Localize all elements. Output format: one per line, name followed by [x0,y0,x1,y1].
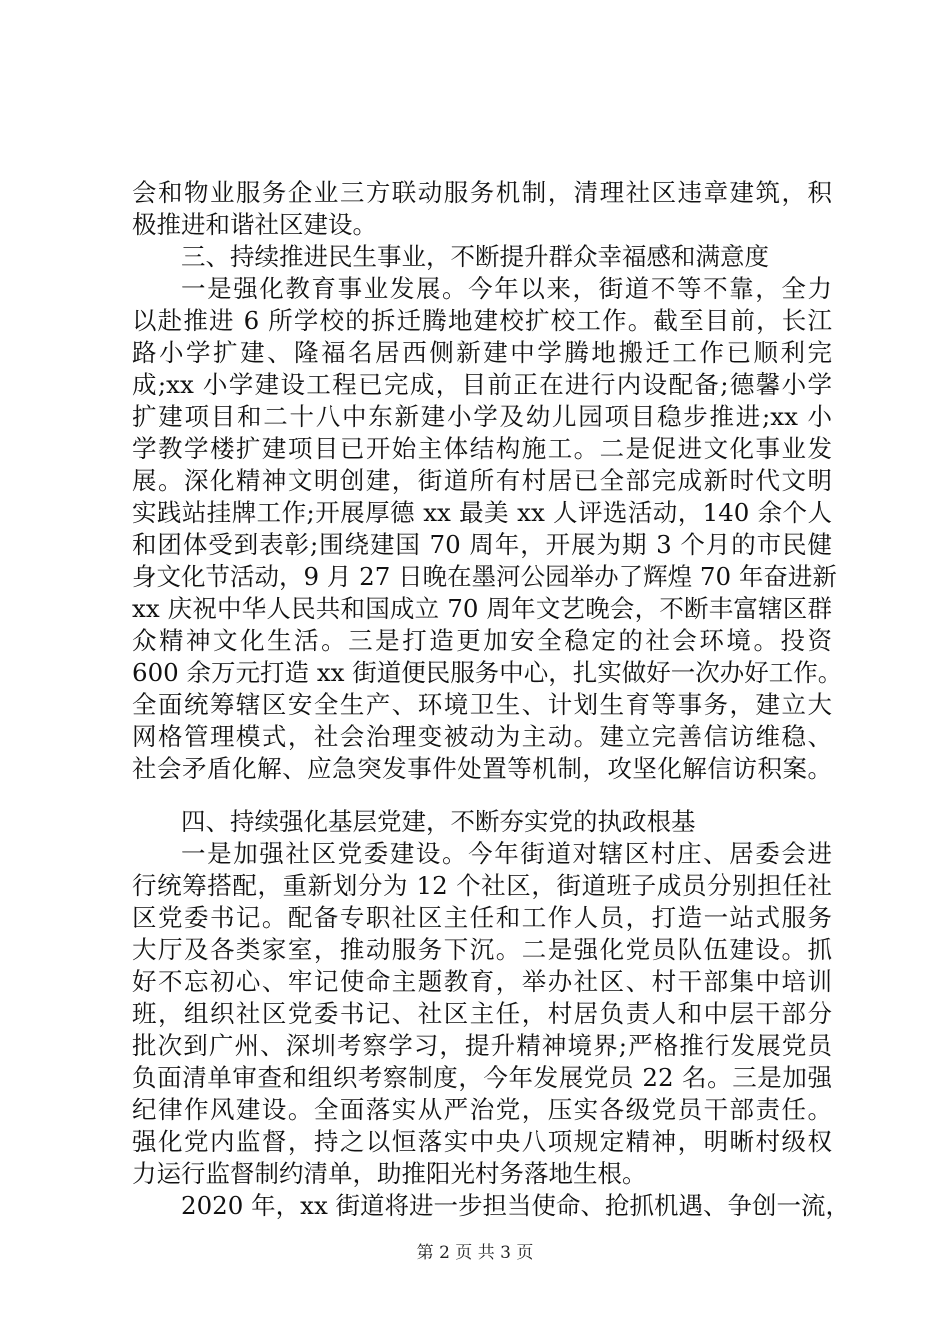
body-line: 实践站挂牌工作;开展厚德 xx 最美 xx 人评选活动，140 余个人 [132,498,832,527]
body-line: 批次到广州、深圳考察学习，提升精神境界;严格推行发展党员 [132,1031,832,1060]
body-line: 成;xx 小学建设工程已完成，目前正在进行内设配备;德馨小学 [132,370,832,399]
body-line: 路小学扩建、隆福名居西侧新建中学腾地搬迁工作已顺利完 [132,338,832,367]
body-line: 力运行监督制约清单，助推阳光村务落地生根。 [132,1159,647,1188]
body-line: 展。深化精神文明创建，街道所有村居已全部完成新时代文明 [132,466,832,495]
body-line: 好不忘初心、牢记使命主题教育，举办社区、村干部集中培训 [132,967,832,996]
body-line: 600 余万元打造 xx 街道便民服务中心，扎实做好一次办好工作。 [132,658,843,687]
body-line: 身文化节活动，9 月 27 日晚在墨河公园举办了辉煌 70 年奋进新 [132,562,837,591]
paragraph-first-line: 2020 年，xx 街道将进一步担当使命、抢抓机遇、争创一流， [181,1191,851,1220]
body-line: xx 庆祝中华人民共和国成立 70 周年文艺晚会，不断丰富辖区群 [132,594,832,623]
body-line: 极推进和谐社区建设。 [132,210,377,239]
body-line: 大厅及各类家室，推动服务下沉。二是强化党员队伍建设。抓 [132,935,832,964]
body-line: 众精神文化生活。三是打造更加安全稳定的社会环境。投资 [132,626,832,655]
body-line: 区党委书记。配备专职社区主任和工作人员，打造一站式服务 [132,903,832,932]
section-heading: 四、持续强化基层党建，不断夯实党的执政根基 [181,807,696,836]
body-line: 负面清单审查和组织考察制度，今年发展党员 22 名。三是加强 [132,1063,832,1092]
body-line: 网格管理模式，社会治理变被动为主动。建立完善信访维稳、 [132,722,832,751]
body-line: 会和物业服务企业三方联动服务机制，清理社区违章建筑，积 [132,178,832,207]
paragraph-first-line: 一是强化教育事业发展。今年以来，街道不等不靠，全力 [181,274,832,303]
page-footer: 第 2 页 共 3 页 [416,1243,534,1263]
body-line: 以赴推进 6 所学校的拆迁腾地建校扩校工作。截至目前，长江 [132,306,832,335]
body-line: 纪律作风建设。全面落实从严治党，压实各级党员干部责任。 [132,1095,832,1124]
body-line: 行统筹搭配，重新划分为 12 个社区，街道班子成员分别担任社 [132,871,832,900]
body-line: 全面统筹辖区安全生产、环境卫生、计划生育等事务，建立大 [132,690,832,719]
body-line: 班，组织社区党委书记、社区主任，村居负责人和中层干部分 [132,999,832,1028]
section-heading: 三、持续推进民生事业，不断提升群众幸福感和满意度 [181,242,769,271]
body-line: 和团体受到表彰;围绕建国 70 周年，开展为期 3 个月的市民健 [132,530,832,559]
body-line: 强化党内监督，持之以恒落实中央八项规定精神，明晰村级权 [132,1127,832,1156]
body-line: 社会矛盾化解、应急突发事件处置等机制，攻坚化解信访积案。 [132,754,832,783]
body-line: 学教学楼扩建项目已开始主体结构施工。二是促进文化事业发 [132,434,832,463]
body-line: 扩建项目和二十八中东新建小学及幼儿园项目稳步推进;xx 小 [132,402,832,431]
paragraph-first-line: 一是加强社区党委建设。今年街道对辖区村庄、居委会进 [181,839,832,868]
